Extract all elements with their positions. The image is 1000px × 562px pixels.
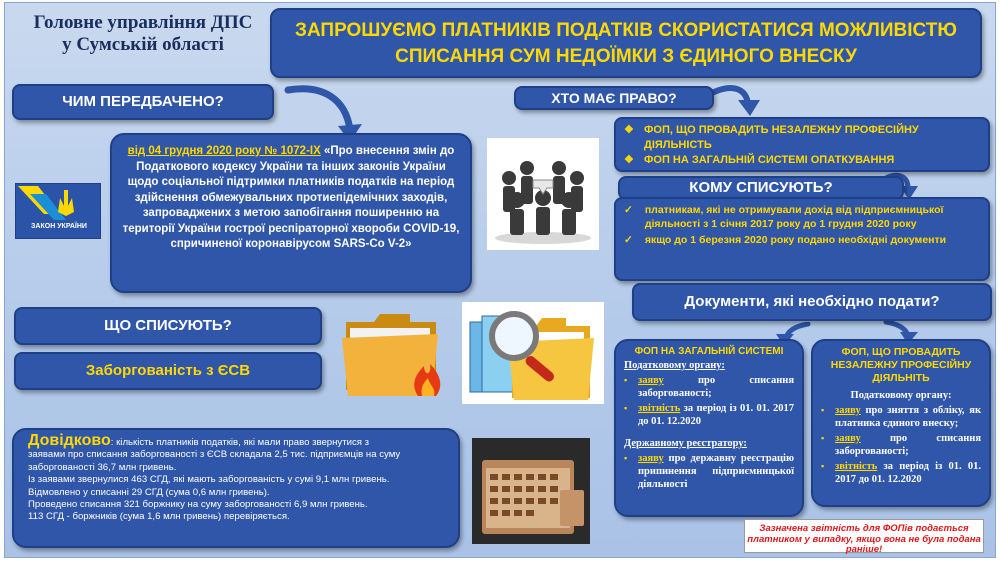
square-bullet-icon: ▪	[821, 405, 825, 415]
list-item	[624, 153, 980, 168]
doc-text: про списання заборгованості;	[835, 433, 981, 457]
list-item	[821, 404, 981, 430]
square-bullet-icon: ▪	[821, 461, 825, 471]
list-item	[624, 374, 794, 400]
question-what-provided: ЧИМ ПЕРЕДБАЧЕНО?	[12, 84, 274, 120]
info-line: 113 СГД - боржників (сума 1,6 млн гривень) перевіряється.	[28, 511, 290, 523]
doc-highlight: заяву	[835, 433, 861, 444]
list-item	[821, 432, 981, 458]
square-bullet-icon: ▪	[821, 433, 825, 443]
list-item-text: платникам, які не отримували дохід від підприємницької діяльності з 1 січня 2017 року до 1 грудня 2020 року	[644, 204, 944, 230]
info-line: Проведено списання 321 боржнику на суму заборгованості 6,9 млн гривень.	[28, 499, 368, 511]
tax-body-label: Податковому органу:	[624, 360, 725, 371]
list-item	[624, 233, 980, 247]
doc-highlight: заяву	[638, 375, 664, 386]
info-line: Із заявами звернулися 463 СГД, які мають заборгованість у сумі 9,1 млн гривень.	[28, 474, 390, 486]
reporting-note: Зазначена звітність для ФОПів подається платником у випадку, якщо вона не була подана раніше!	[744, 519, 984, 553]
tax-body-label: Податковому органу:	[850, 390, 952, 401]
debt-answer: Заборгованість з ЄСВ	[14, 352, 322, 390]
info-line: заборгованості 36,7 млн гривень.	[28, 461, 177, 473]
doc-highlight: звітність	[638, 403, 681, 414]
to-whom-list	[614, 197, 990, 281]
who-has-right-list	[614, 117, 990, 172]
doc-text: про списання заборгованості;	[638, 375, 794, 399]
question-what-written-off: ЩО СПИСУЮТЬ?	[14, 307, 322, 345]
doc-highlight: звітність	[835, 461, 878, 472]
question-to-whom: КОМУ СПИСУЮТЬ?	[618, 176, 904, 200]
info-line: : кількість платників податків, які мали право звернутися з	[110, 437, 370, 448]
burning-folder-illustration-icon	[340, 304, 448, 400]
list-item	[624, 402, 794, 428]
registrar-label: Державному реєстратору:	[624, 438, 747, 449]
list-item	[821, 460, 981, 486]
org-title: Головне управління ДПС у Сумській області	[33, 12, 253, 55]
law-logo-icon	[15, 183, 101, 239]
doc-text: про зняття з обліку, як платника єдиного внеску;	[835, 405, 981, 429]
folders-magnifier-illustration-icon	[462, 302, 604, 404]
info-title: Довідково	[28, 432, 111, 449]
question-documents: Документи, які необхідно подати?	[632, 283, 992, 321]
documents-independent-box	[811, 339, 991, 507]
law-text: «Про внесення змін до Податкового кодексу України та інших законів України щодо соціальної підтримки платників податків на період здійснення обмежувальних протиепідемічних заходів, запроваджених з метою запобігання поширенню на території України гострої респіраторної хвороби COVID-19, спричиненої коронавірусом SARS-Co V-2»	[122, 145, 460, 250]
doc-box-title: ФОП НА ЗАГАЛЬНІЙ СИСТЕМІ	[634, 346, 784, 357]
diamond-bullet-icon: ❖	[624, 154, 634, 166]
headline-banner: ЗАПРОШУЄМО ПЛАТНИКІВ ПОДАТКІВ СКОРИСТАТИСЯ МОЖЛИВІСТЮ СПИСАННЯ СУМ НЕДОЇМКИ З ЄДИНОГО ВНЕСКУ	[270, 8, 982, 78]
diamond-bullet-icon: ❖	[624, 124, 634, 136]
calendar-illustration-icon	[472, 438, 590, 544]
documents-general-system-box	[614, 339, 804, 517]
doc-highlight: заяву	[835, 405, 861, 416]
check-bullet-icon: ✓	[624, 204, 633, 216]
doc-text: про державну реєстрацію припинення підприємницької діяльності	[638, 453, 794, 490]
list-item	[624, 203, 980, 231]
curved-arrow-icon	[712, 84, 768, 120]
square-bullet-icon: ▪	[624, 375, 628, 385]
law-reference-box	[110, 133, 472, 293]
doc-highlight: заяву	[638, 453, 664, 464]
law-logo-label: ЗАКОН УКРАЇНИ	[31, 223, 87, 230]
list-item-text: якщо до 1 березня 2020 року подано необхідні документи	[644, 234, 947, 246]
list-item	[624, 123, 980, 153]
square-bullet-icon: ▪	[624, 453, 628, 463]
question-who-has-right: ХТО МАЄ ПРАВО?	[514, 86, 714, 110]
square-bullet-icon: ▪	[624, 403, 628, 413]
doc-box-title: ФОП, ЩО ПРОВАДИТЬ НЕЗАЛЕЖНУ ПРОФЕСІЙНУ ДІЯЛЬНІТЬ	[830, 346, 972, 384]
law-link[interactable]: від 04 грудня 2020 року № 1072-IX	[127, 145, 321, 157]
doc-text: за період із 01. 01. 2017 до 01. 12.2020	[835, 461, 981, 485]
list-item	[624, 452, 794, 491]
list-item-text: ФОП, ЩО ПРОВАДИТЬ НЕЗАЛЕЖНУ ПРОФЕСІЙНУ ДІЯЛЬНІСТЬ	[644, 124, 919, 151]
doc-text: за період із 01. 01. 2017 до 01. 12.2020	[638, 403, 794, 427]
people-puzzle-illustration-icon	[487, 138, 599, 250]
info-line: Відмовлено у списанні 29 СГД (сума 0,6 млн гривень).	[28, 486, 270, 498]
reference-info-box	[12, 428, 460, 548]
list-item-text: ФОП НА ЗАГАЛЬНІЙ СИСТЕМІ ОПАТКУВАННЯ	[644, 154, 895, 166]
info-line: заявами про списання заборгованості з ЄСВ складала 2,5 тис. підприємців на суму	[28, 449, 401, 461]
check-bullet-icon: ✓	[624, 234, 633, 246]
